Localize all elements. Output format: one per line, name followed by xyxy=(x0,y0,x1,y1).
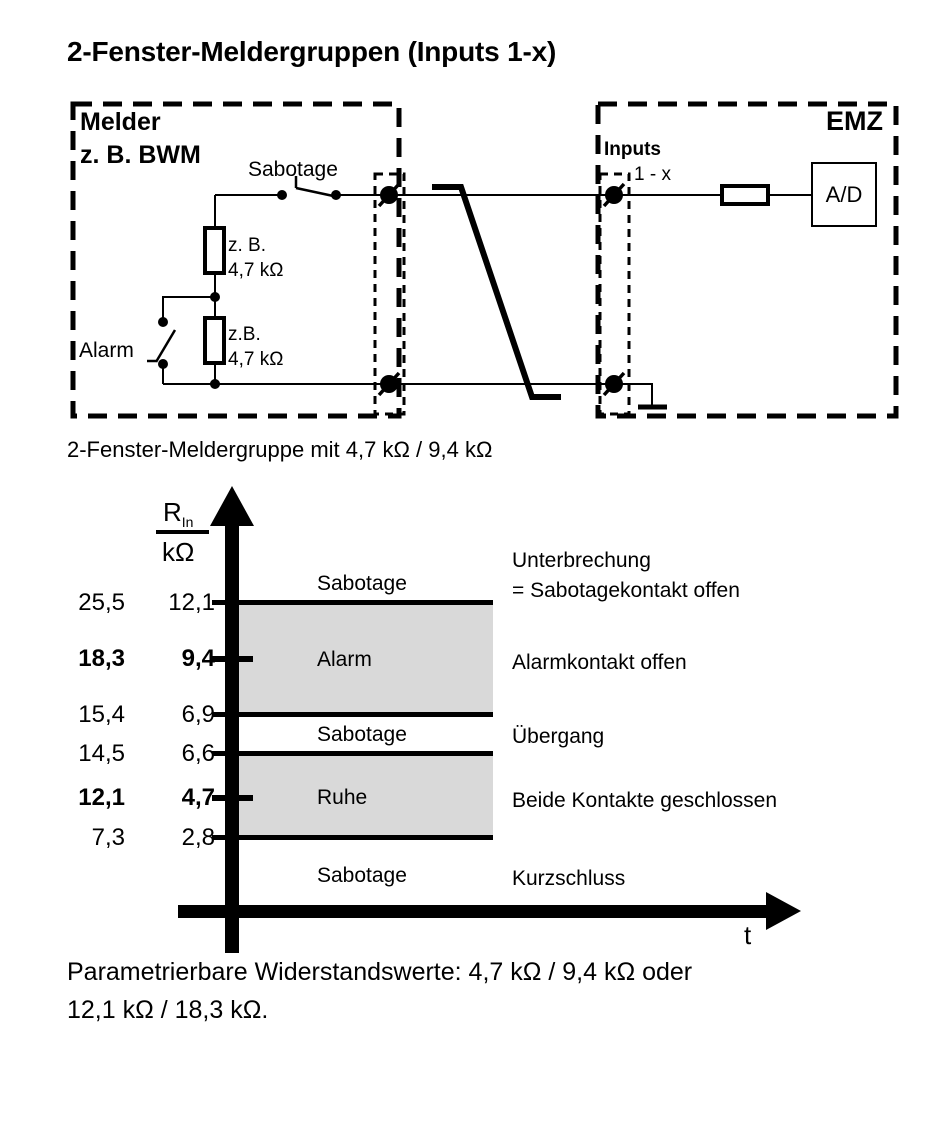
band-desc-alarmkontakt: Alarmkontakt offen xyxy=(512,651,687,674)
y-axis-arrowhead xyxy=(210,486,254,526)
terminal-icons xyxy=(379,184,624,395)
scale-value: 12,1 xyxy=(78,784,125,811)
resistor-1-line2: 4,7 kΩ xyxy=(228,260,284,281)
boundary-line-6-6 xyxy=(212,751,493,756)
alarm-switch-label: Alarm xyxy=(79,339,134,362)
resistor-2-label xyxy=(228,322,283,372)
resistor-2-line1: z.B. xyxy=(228,324,261,345)
emz-resistor xyxy=(722,186,768,204)
scale-value: 2,8 xyxy=(181,824,215,851)
inputs-label: Inputs xyxy=(604,139,661,160)
band-desc-line1: Unterbrechung xyxy=(512,549,651,572)
resistor-1-label xyxy=(228,233,283,283)
y-axis-line xyxy=(225,524,239,953)
circuit-caption: 2-Fenster-Meldergruppe mit 4,7 kΩ / 9,4 kΩ xyxy=(67,437,493,462)
scale-value: 6,6 xyxy=(181,740,215,767)
band-label-sabotage-top: Sabotage xyxy=(317,572,407,595)
melder-label-line2: z. B. BWM xyxy=(80,141,201,169)
nominal-tick-9-4 xyxy=(212,656,253,662)
sabotage-switch-label: Sabotage xyxy=(248,158,338,181)
boundary-line-2-8 xyxy=(212,835,493,840)
scale-value: 7,3 xyxy=(91,824,125,851)
scale-value: 14,5 xyxy=(78,740,125,767)
scale-value: 4,7 xyxy=(181,784,215,811)
band-label-ruhe: Ruhe xyxy=(317,786,368,809)
cable-slash-icon xyxy=(432,187,561,397)
resistor-1-line1: z. B. xyxy=(228,235,267,256)
band-label-alarm: Alarm xyxy=(317,648,372,671)
band-label-sabotage-bottom: Sabotage xyxy=(317,864,407,887)
band-label-sabotage-mid: Sabotage xyxy=(317,723,407,746)
x-axis-line xyxy=(178,905,767,918)
y-axis-symbol-sub: In xyxy=(181,514,194,531)
scale-value: 12,1 xyxy=(168,589,215,616)
y-axis-symbol: R xyxy=(163,497,182,527)
band-desc-beide-kontakte: Beide Kontakte geschlossen xyxy=(512,789,778,812)
resistor-2-line2: 4,7 kΩ xyxy=(228,349,284,370)
resistor-2 xyxy=(205,318,224,363)
scale-value: 15,4 xyxy=(78,701,125,728)
ad-converter-label: A/D xyxy=(825,182,863,207)
emz-box-label: EMZ xyxy=(826,106,883,136)
y-axis-unit-denominator: kΩ xyxy=(162,537,195,567)
junction-dot xyxy=(210,379,220,389)
x-axis-arrowhead xyxy=(766,892,801,930)
scale-value: 9,4 xyxy=(181,645,215,672)
boundary-line-12-1 xyxy=(212,600,493,605)
y-axis-unit-numerator xyxy=(163,497,193,530)
melder-box-label xyxy=(80,106,201,172)
band-desc-line2: = Sabotagekontakt offen xyxy=(512,579,740,602)
nominal-tick-4-7 xyxy=(212,795,253,801)
boundary-line-6-9 xyxy=(212,712,493,717)
inputs-range-label: 1 - x xyxy=(634,164,671,185)
y-axis-fraction-bar xyxy=(156,530,209,534)
scale-value: 6,9 xyxy=(181,701,215,728)
circuit-diagram xyxy=(0,0,926,470)
band-desc-unterbrechung xyxy=(512,546,740,606)
resistor-1 xyxy=(205,228,224,273)
x-axis-label: t xyxy=(744,920,752,950)
scale-value: 25,5 xyxy=(78,589,125,616)
scale-value: 18,3 xyxy=(78,645,125,672)
alarm-switch xyxy=(147,317,175,369)
melder-label-line1: Melder xyxy=(80,108,161,136)
band-desc-kurzschluss: Kurzschluss xyxy=(512,867,626,890)
footer-caption-line1: Parametrierbare Widerstandswerte: 4,7 kΩ / 9,4 kΩ oder xyxy=(67,958,693,986)
junction-dot xyxy=(210,292,220,302)
band-desc-uebergang: Übergang xyxy=(512,725,605,748)
page-title: 2-Fenster-Meldergruppen (Inputs 1-x) xyxy=(67,36,557,67)
footer-caption-line2: 12,1 kΩ / 18,3 kΩ. xyxy=(67,996,269,1024)
